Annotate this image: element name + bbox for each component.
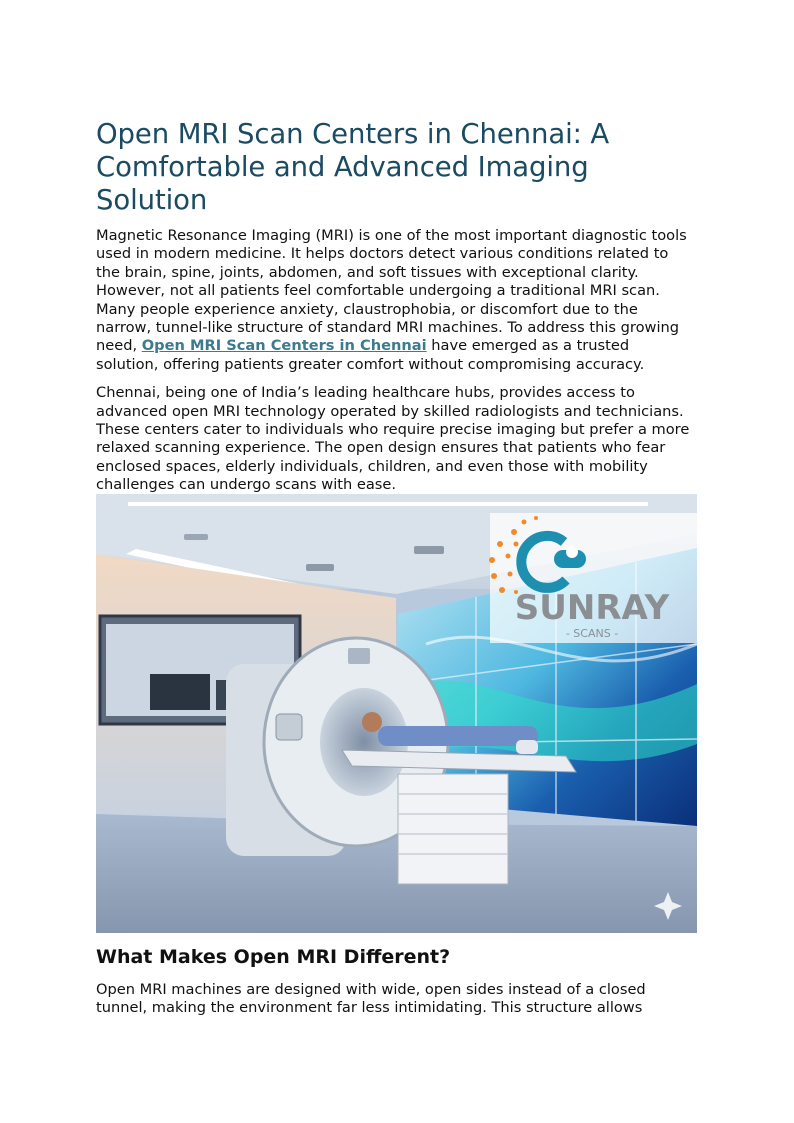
article-body [96,118,696,495]
open-mri-paragraph: Open MRI machines are designed with wide, open sides instead of a closed tunnel, making the environment far less intimidating. This structure allows [96,981,646,1017]
page-title: Open MRI Scan Centers in Chennai: A Comfortable and Advanced Imaging Solution [96,118,610,216]
logo-tagline: - SCANS - [565,627,619,640]
intro-text-continued: have emerged as a trusted solution, offering patients greater comfort without compromising accuracy. [96,337,645,373]
chennai-paragraph: Chennai, being one of India’s leading healthcare hubs, provides access to advanced open MRI technology operated by skilled radiologists and technicians. These centers cater to individuals who require precise imaging but prefer a more relaxed scanning experience. The open design ensures that patients who fear enclosed spaces, elderly individuals, children, and even those with mobility challenges can undergo scans with ease. [96,384,690,494]
logo-wordmark: SUNRAY [514,588,670,628]
section-heading: What Makes Open MRI Different? [96,946,451,968]
intro-text: Magnetic Resonance Imaging (MRI) is one of the most important diagnostic tools used in modern medicine. It helps doctors detect various conditions related to the brain, spine, joints, abdomen, and soft tissues with exceptional clarity. However, not all patients feel comfortable undergoing a traditional MRI scan. Many people experience anxiety, claustrophobia, or discomfort due to the narrow, tunnel-like structure of standard MRI machines. To address this growing need, [96,227,687,355]
open-mri-chennai-link[interactable]: Open MRI Scan Centers in Chennai [141,337,427,355]
mri-room-image [96,494,697,933]
intro-paragraph [96,227,696,374]
